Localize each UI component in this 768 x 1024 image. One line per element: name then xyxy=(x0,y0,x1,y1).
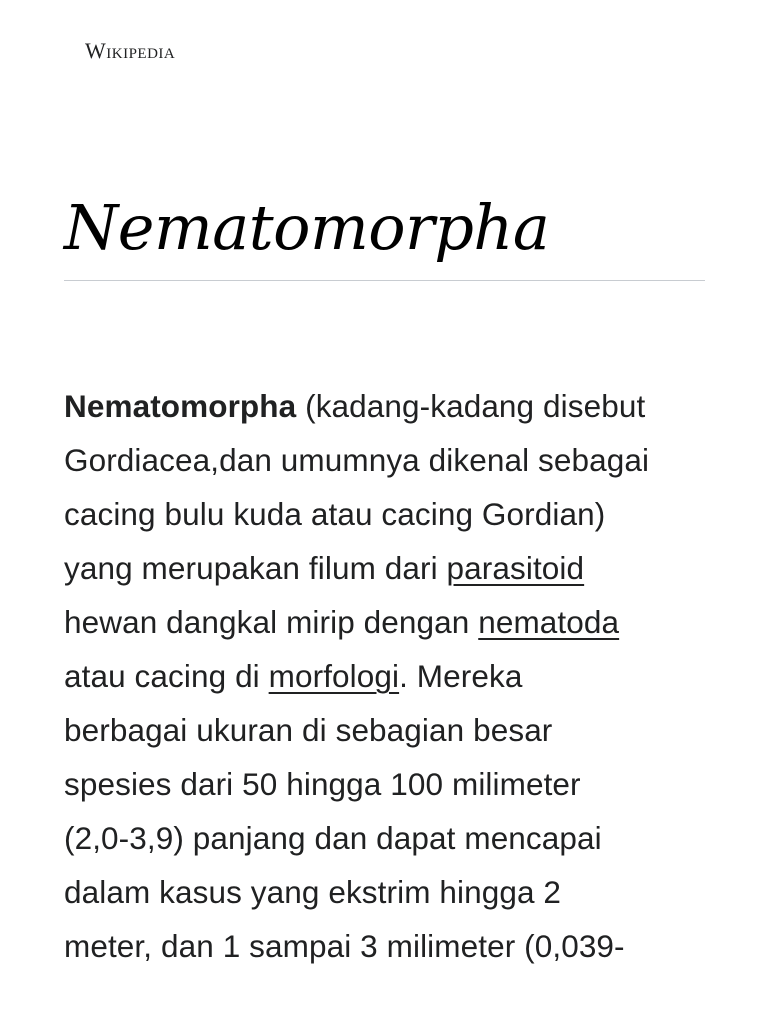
title-divider xyxy=(64,280,705,281)
article-line-5 xyxy=(64,595,724,649)
link-morfologi[interactable]: morfologi xyxy=(268,658,400,694)
article-subject-bold: Nematomorpha xyxy=(64,388,297,424)
link-nematoda[interactable]: nematoda xyxy=(478,604,620,640)
article-text: (kadang-kadang disebut xyxy=(296,388,646,424)
wikipedia-wordmark-link[interactable]: Wikipedia xyxy=(85,38,176,63)
article-text: . Mereka xyxy=(399,658,523,694)
article-line-1 xyxy=(64,379,724,433)
page-title: Nematomorpha xyxy=(64,191,550,264)
article-line-4 xyxy=(64,541,724,595)
article-line-11: meter, dan 1 sampai 3 milimeter (0,039- xyxy=(64,928,625,964)
article-line-10: dalam kasus yang ekstrim hingga 2 xyxy=(64,874,562,910)
article-line-7: berbagai ukuran di sebagian besar xyxy=(64,712,553,748)
article-text: hewan dangkal mirip dengan xyxy=(64,604,479,640)
article-line-9: (2,0-3,9) panjang dan dapat mencapai xyxy=(64,820,602,856)
article-lead-paragraph xyxy=(64,379,724,973)
article-line-2: Gordiacea,dan umumnya dikenal sebagai xyxy=(64,442,650,478)
article-text: atau cacing di xyxy=(64,658,269,694)
article-line-3: cacing bulu kuda atau cacing Gordian) xyxy=(64,496,606,532)
article-line-6 xyxy=(64,649,724,703)
article-line-8: spesies dari 50 hingga 100 milimeter xyxy=(64,766,581,802)
article-text: yang merupakan filum dari xyxy=(64,550,447,586)
link-parasitoid[interactable]: parasitoid xyxy=(446,550,585,586)
